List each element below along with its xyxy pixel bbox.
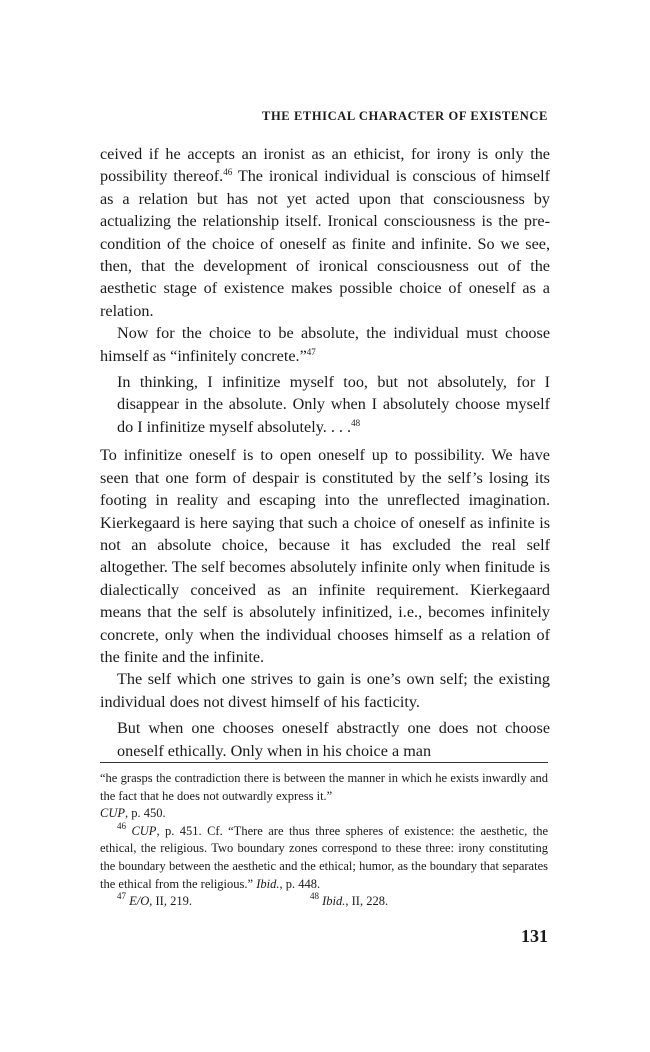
footnote-47-cite: E/O xyxy=(129,894,150,909)
footnote-46-ibid: Ibid. xyxy=(256,876,280,891)
footnote-rule xyxy=(100,762,548,763)
footnote-46-page: , p. 448. xyxy=(279,876,321,891)
paragraph-2-text: Now for the choice to be absolute, the individual must choose himself as “infinitely concrete.” xyxy=(100,324,550,365)
footnote-48-number: 48 xyxy=(310,891,319,902)
page-number: 131 xyxy=(521,926,548,946)
footnote-46-number: 46 xyxy=(117,820,126,831)
footnote-46-text: , p. 451. Cf. “There are thus three spheres of existence: the aesthetic, the ethical, the religious. Two boundary zones correspond to these three: irony constituting the boundary between the aesthetic and the ethical; humor, as the boundary that separates the ethical from the religious.” xyxy=(100,823,549,891)
paragraph-1 xyxy=(100,143,550,322)
footnote-46-cite: CUP xyxy=(131,823,157,838)
footnote-47-number: 47 xyxy=(117,891,126,902)
footnote-ref-46: 46 xyxy=(223,167,233,178)
footnotes-47-48 xyxy=(100,893,548,911)
paragraph-2 xyxy=(100,322,550,367)
footnote-47-page: , II, 219. xyxy=(149,894,192,909)
footnote-continuation-cite: CUP xyxy=(100,806,125,821)
footnote-ref-48: 48 xyxy=(351,417,361,428)
paragraph-1-text-a: ceived if he accepts an ironist as an ethicist, for irony is only the possibility thereof. xyxy=(100,145,550,186)
footnote-48-page: , II, 228. xyxy=(345,894,389,909)
footnote-continuation-text: “he grasps the contradiction there is between the manner in which he exists inwardly and the fact that he does not outwardly express it.” xyxy=(100,771,548,803)
block-quote-1 xyxy=(117,371,550,438)
footnote-47 xyxy=(100,893,310,911)
footnote-48 xyxy=(310,893,388,911)
footnote-46 xyxy=(100,820,549,893)
footnote-continuation xyxy=(100,770,548,823)
paragraph-4: The self which one strives to gain is one’s own self; the existing individual does not divest himself of his facticity. xyxy=(100,670,550,711)
paragraph-3: To infinitize oneself is to open oneself up to possibility. We have seen that one form of despair is constituted by the self’s losing its footing in reality and escaping into the unreflected imagination. Kierkegaard is here saying that such a choice of oneself as infinite is not an absolute choice, because it has excluded the real self altogether. The self becomes absolutely infinite only when finitude is dialectically conceived as an infinite requirement. Kierkegaard means that the self is absolutely infinitized, i.e., becomes infinitely concrete, only when the individual chooses himself as a relation of the finite and the infinite. xyxy=(100,446,550,666)
running-head: THE ETHICAL CHARACTER OF EXISTENCE xyxy=(262,109,548,123)
paragraph-1-text-b: The ironical individual is conscious of himself as a relation but has not yet acted upon that consciousness by actualizing the relationship itself. Ironical consciousness is the pre-condition of the choice of oneself as finite and infinite. So we see, then, that the development of ironical consciousness out of the aesthetic stage of existence makes possible choice of oneself as a relation. xyxy=(100,167,551,320)
main-text xyxy=(100,143,550,768)
footnote-48-cite: Ibid. xyxy=(322,894,346,909)
footnote-ref-47: 47 xyxy=(306,346,316,357)
footnotes xyxy=(100,770,548,911)
block-quote-2: But when one chooses oneself abstractly one does not choose oneself ethically. Only when in his choice a man xyxy=(117,719,550,760)
footnote-continuation-page: , p. 450. xyxy=(125,806,166,821)
block-quote-1-text: In thinking, I infinitize myself too, but not absolutely, for I disappear in the absolute. Only when I absolutely choose myself do I infinitize myself absolutely. . . . xyxy=(117,373,550,436)
